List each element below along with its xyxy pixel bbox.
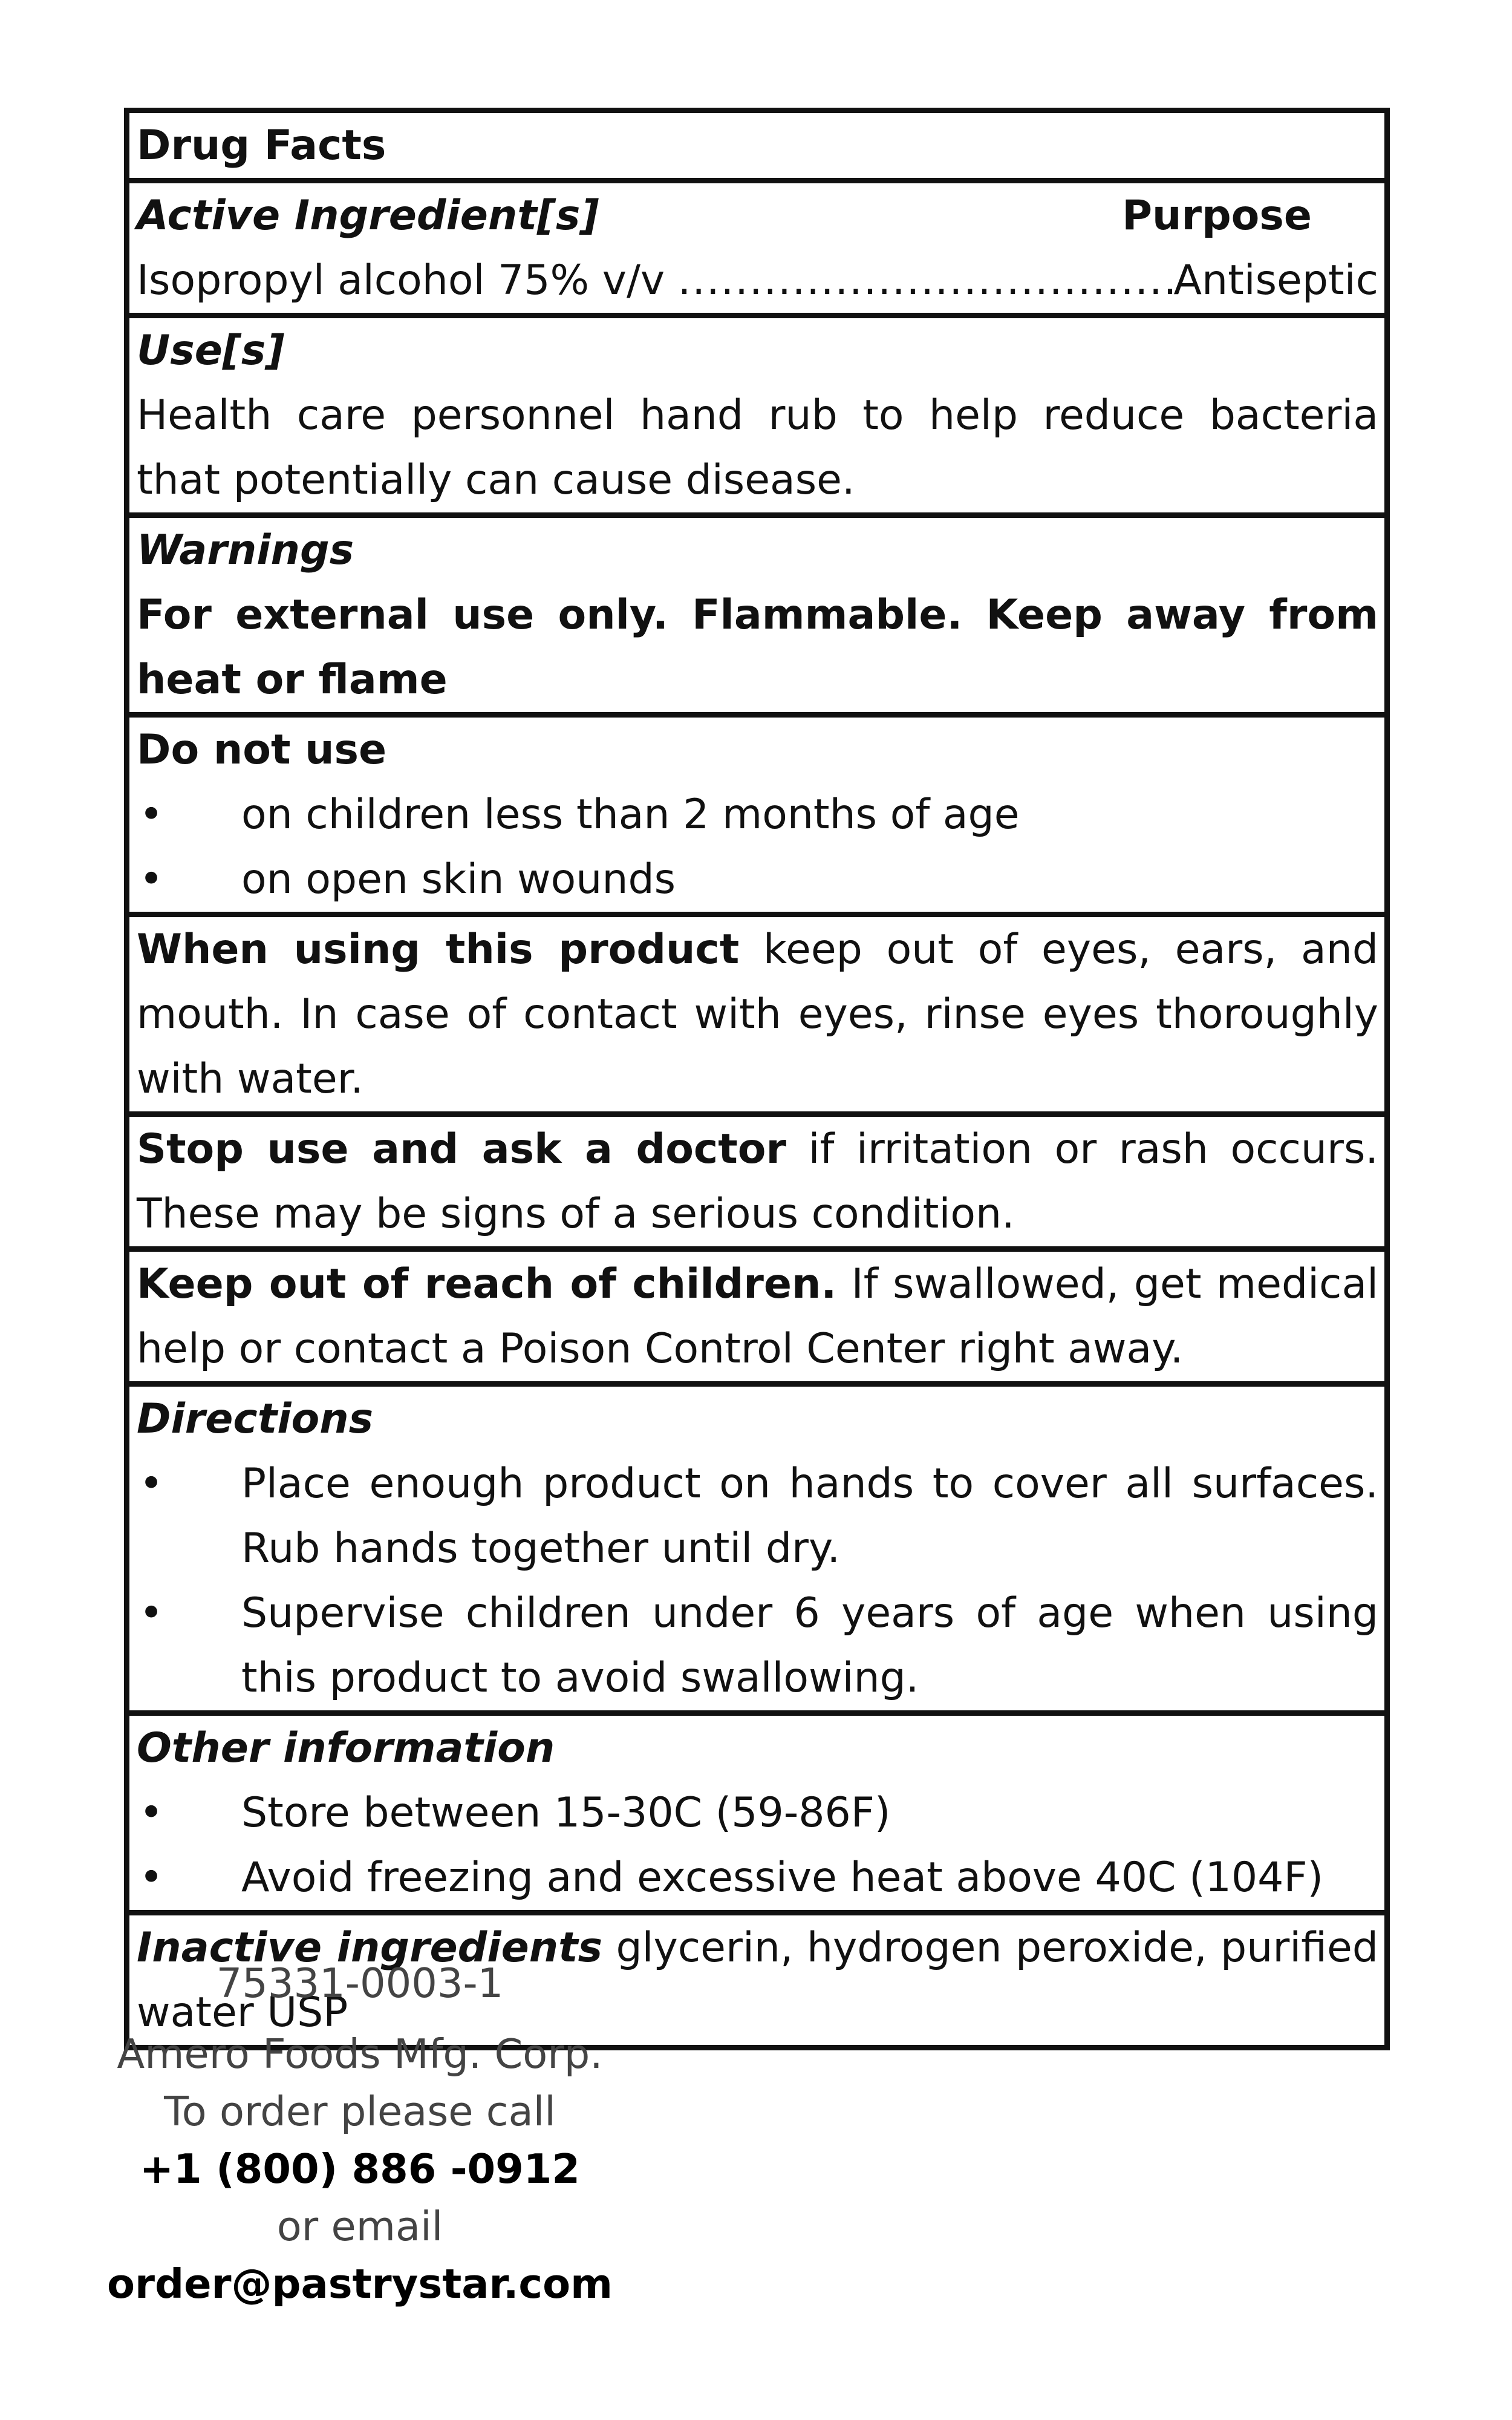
order-line: To order please call <box>164 2088 556 2135</box>
bullet-icon: • <box>139 1460 164 1508</box>
purpose-header: Purpose <box>1122 192 1312 240</box>
drug-facts-title: Drug Facts <box>137 122 386 169</box>
uses-text: Health care personnel hand rub to help reduce bacteria that potentially can cause disease. <box>137 391 1378 504</box>
drug-facts-title-section <box>129 113 1384 178</box>
active-ingredient-header-row <box>137 183 1378 248</box>
warnings-section <box>129 512 1384 712</box>
company-name: Amero Foods Mfg. Corp. <box>117 2030 603 2078</box>
stop-use-section <box>129 1111 1384 1246</box>
directions-section <box>129 1381 1384 1710</box>
active-ingredient-header: Active Ingredient[s] <box>137 192 599 240</box>
keep-out-lead: Keep out of reach of children. <box>137 1260 837 1308</box>
bullet-icon: • <box>139 791 164 839</box>
when-using-lead: When using this product <box>137 926 740 973</box>
drug-facts-table <box>124 108 1390 2050</box>
warnings-header: Warnings <box>137 526 354 574</box>
list-item <box>137 1845 1378 1910</box>
inactive-ingredients-text: glycerin, hydrogen peroxide, purified water USP <box>137 1924 1378 2036</box>
do-not-use-section <box>129 712 1384 912</box>
keep-out-section <box>129 1246 1384 1381</box>
email-address: order@pastrystar.com <box>107 2260 613 2307</box>
stop-use-lead: Stop use and ask a doctor <box>137 1125 786 1173</box>
other-information-header: Other information <box>137 1724 555 1772</box>
list-item <box>137 1581 1378 1710</box>
list-item <box>137 782 1378 847</box>
other-information-section <box>129 1710 1384 1910</box>
do-not-use-header: Do not use <box>137 726 387 774</box>
list-item-text: on children less than 2 months of age <box>241 791 1020 839</box>
list-item-text: Avoid freezing and excessive heat above 40C (104F) <box>241 1854 1324 1902</box>
bullet-icon: • <box>139 1854 164 1902</box>
directions-header: Directions <box>137 1395 374 1443</box>
list-item-text: on open skin wounds <box>241 855 676 903</box>
list-item <box>137 1781 1378 1845</box>
list-item-text: Place enough product on hands to cover all surfaces. Rub hands together until dry. <box>241 1460 1378 1572</box>
list-item-text: Supervise children under 6 years of age when using this product to avoid swallowing. <box>241 1589 1378 1702</box>
or-email-label: or email <box>276 2203 443 2250</box>
keep-out-text: If swallowed, get medical help or contact a Poison Control Center right away. <box>137 1260 1379 1373</box>
active-ingredient-row <box>137 248 1378 313</box>
warnings-text: For external use only. Flammable. Keep away from heat or flame <box>137 591 1378 704</box>
active-ingredient-name: Isopropyl alcohol 75% v/v <box>137 257 665 304</box>
product-code: 75331-0003-1 <box>216 1960 504 2007</box>
bullet-icon: • <box>139 1789 164 1837</box>
phone-number: +1 (800) 886 -0912 <box>140 2145 580 2193</box>
list-item-text: Store between 15-30C (59-86F) <box>241 1789 891 1837</box>
bullet-icon: • <box>139 1589 164 1637</box>
manufacturer-footer <box>97 1953 623 2313</box>
inactive-ingredients-lead: Inactive ingredients <box>137 1924 603 1972</box>
active-ingredient-purpose: Antiseptic <box>1173 257 1378 304</box>
when-using-section <box>129 912 1384 1111</box>
when-using-text: keep out of eyes, ears, and mouth. In case of contact with eyes, rinse eyes thoroughly with water. <box>137 926 1378 1103</box>
bullet-icon: • <box>139 855 164 903</box>
list-item <box>137 1451 1378 1581</box>
stop-use-text: if irritation or rash occurs. These may be signs of a serious condition. <box>137 1125 1378 1238</box>
active-ingredients-section <box>129 178 1384 313</box>
list-item <box>137 847 1378 912</box>
uses-header: Use[s] <box>137 327 285 374</box>
uses-section <box>129 313 1384 512</box>
leader-dots <box>678 248 1174 313</box>
